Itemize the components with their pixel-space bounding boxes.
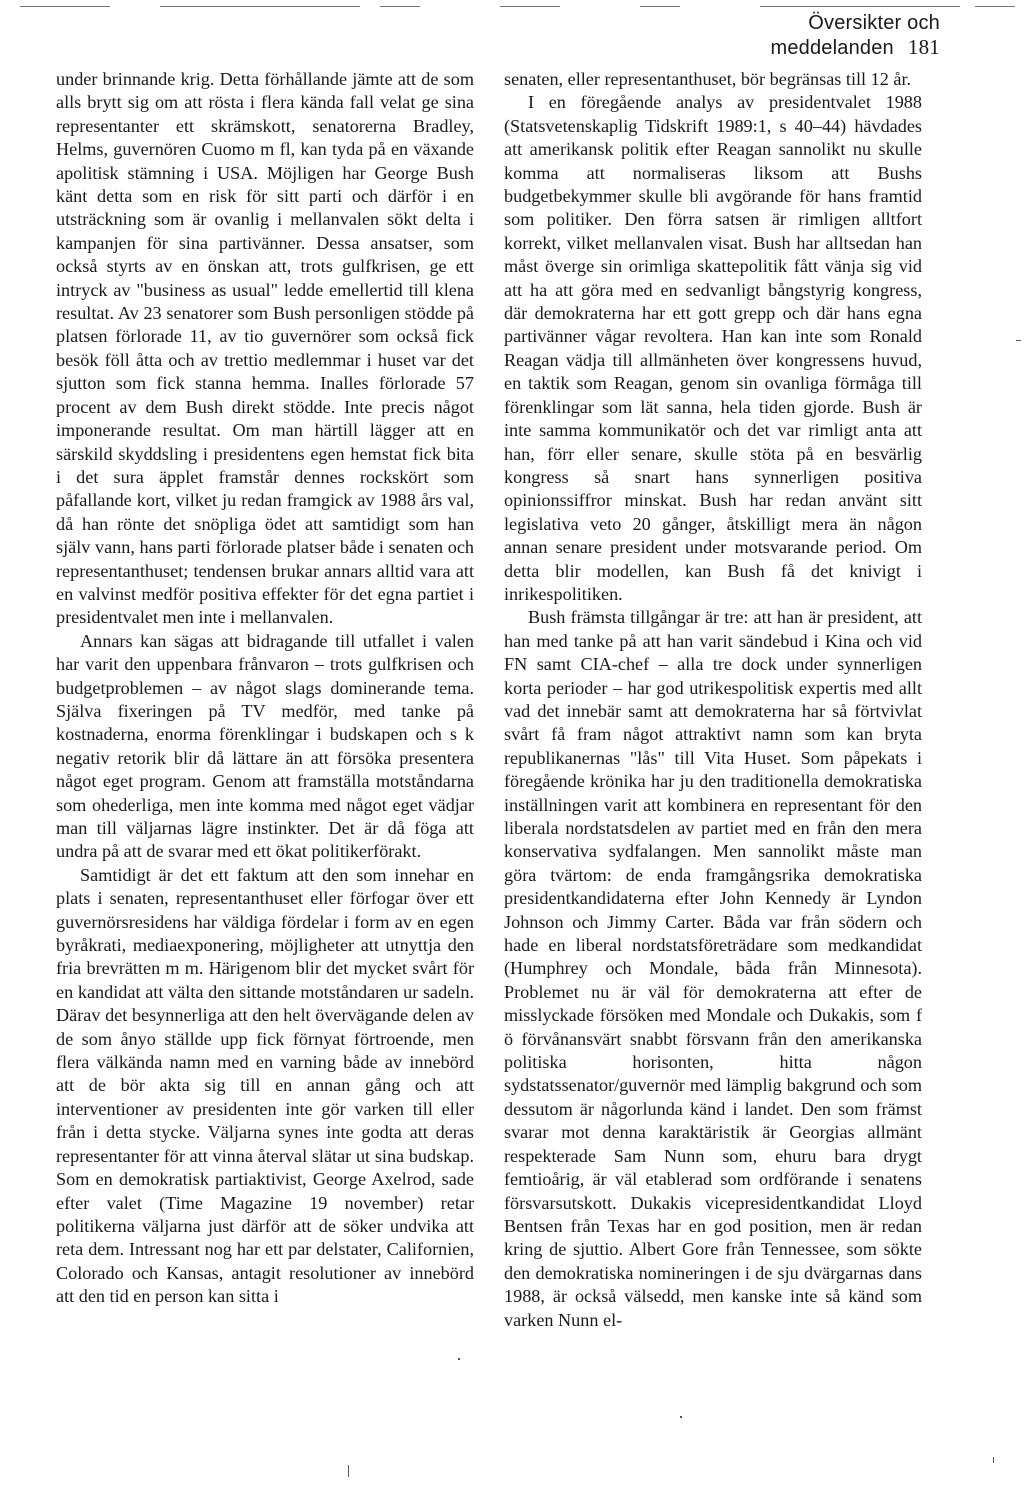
right-column bbox=[504, 68, 922, 1332]
page-header bbox=[640, 12, 940, 60]
top-rule bbox=[160, 6, 360, 7]
scan-speck bbox=[1016, 340, 1021, 341]
scan-speck bbox=[348, 1465, 349, 1477]
paragraph: I en föregående analys av presidentvalet 1988 (Statsvetenskaplig Tidskrift 1989:1, s 40–44) hävdades att amerikansk politik efter Reagan sannolikt nu skulle komma att normaliseras liksom att Bushs budgetbekymmer skulle bli avgörande för hans framtid som politiker. Den förra satsen är rimligen alltfort korrekt, vilket mellanvalen visat. Bush har alltsedan han måst överge sin orimliga skattepolitik fått vänja sig vid att ha att göra med en sedvanligt bångstyrig kongress, där demokraterna har ett gott grepp och där hans egna partivänner vågar revoltera. Han kan inte som Ronald Reagan vädja till allmänheten över kongressens huvud, en taktik som Reagan, genom sin ovanliga förmåga till förenklingar som lät sanna, hela tiden gjorde. Bush är inte samma kommunikatör och det var rimligt anta att han, förr eller senare, skulle stöta på en besvärlig kongress så snart hans synnerligen positiva opinionssiffror minskat. Bush har redan använt sitt legislativa veto 20 gånger, åtskilligt mera än någon annan senare president under motsvarande period. Om detta blir modellen, kan Bush få det knivigt i inrikespolitiken. bbox=[504, 92, 922, 604]
paragraph: under brinnande krig. Detta förhållande jämte att de som alls brytt sig om att rösta i flera kända fall velat ge sina representanter ett skrämskott, senatorerna Bradley, Helms, guvernören Cuomo m fl, kan tyda på en växande apolitisk stämning i USA. Möjligen har George Bush känt detta som en risk för sitt parti och därför i en utsträckning som är ovanlig i mellanvalen sökt delta i kampanjen för sina partivänner. Dessa ansatser, som också styrts av en önskan att, trots gulfkrisen, ge ett intryck av "business as usual" ledde emellertid till klena resultat. Av 23 senatorer som Bush personligen stödde på platsen förlorade 11, av tio guvernörer som också fick besök föll åtta och av trettio medlemmar i huset var det sjutton som fick stanna hemma. Inalles förlorade 57 procent av dem Bush direkt stödde. Inte precis något imponerande resultat. Om man härtill lägger att en särskild skyddsling i presidentens egen hemstat fick bita i det sura äpplet framstår dennes rockskört som påfallande kort, vilket ju redan framgick av 1988 års val, då han rönte det snöpliga ödet att samtidigt som han själv vann, hans parti förlorade platser både i senaten och representanthuset; tendensen brukar annars alltid vara att en valvinst medför positiva effekter för det egna partiet i presidentvalet men inte i mellanvalen. bbox=[56, 69, 474, 628]
paragraph: Annars kan sägas att bidragande till utfallet i valen har varit den uppenbara frånvaron – trots gulfkrisen och budgetproblemen – av något slags dominerande tema. Själva fixeringen på TV medför, med tanke på kostnaderna, enorma förenklingar i budskapen och s k negativ retorik blir då lättare än att försöka presentera något eget program. Genom att framställa motståndarna som ohederliga, men inte komma med något eget vädjar man till väljarnas lägre instinkter. Det är då föga att undra på att de svarar med ett ökat politikerförakt. bbox=[56, 630, 474, 862]
top-rule bbox=[20, 6, 110, 7]
paragraph: Samtidigt är det ett faktum att den som innehar en plats i senaten, representanthuset eller förfogar över ett guvernörsresidens har väldiga fördelar i form av en egen byråkrati, mediaexponering, möjligheter att utnyttja den fria brevrätten m m. Härigenom blir det mycket svårt för en kandidat att välta den sittande motståndaren ur sadeln. Därav det besynnerliga att den helt övervägande delen av de som ånyo ställde upp fick förnyat förtroende, men flera välkända namn med en varning både av innebörd att de bör akta sig till en annan gång och att interventioner av presidenten inte gör varken till eller från i detta stycke. Väljarna synes inte godta att deras representanter för att vinna återval slätar ut sina budskap. Som en demokratisk partiaktivist, George Axelrod, sade efter valet (Time Magazine 19 november) retar politikerna väljarna just därför att de söker undvika att reta dem. Intressant nog har ett par delstater, Californien, Colorado och Kansas, antagit resolutioner av innebörd att den tid en person kan sitta i bbox=[56, 864, 474, 1307]
scan-speck bbox=[458, 1358, 460, 1360]
left-column bbox=[56, 68, 474, 1309]
scan-speck bbox=[680, 1416, 682, 1418]
paragraph: senaten, eller representanthuset, bör begränsas till 12 år. bbox=[504, 69, 912, 89]
top-rule bbox=[975, 6, 1015, 7]
running-title: Översikter och meddelanden bbox=[770, 12, 940, 59]
paragraph: Bush främsta tillgångar är tre: att han är president, att han med tanke på att han varit sändebud i Kina och vid FN samt CIA-chef – alla tre dock under synnerligen korta perioder – har god utrikespolitisk expertis med allt vad det innebär samt att demokraterna har så förtvivlat svårt få fram något attraktivt namn som kan bryta republikanernas "lås" till Vita Huset. Som påpekats i föregående krönika har ju den traditionella demokratiska inställningen varit att kombinera en representant för den liberala nordstatsdelen av partiet med en från den mera konservativa sydfalangen. Men sannolikt måste man göra tvärtom: de enda framgångsrika demokratiska presidentkandidaterna efter John Kennedy är Lyndon Johnson och Jimmy Carter. Båda var från södern och hade en liberal nordstatsföreträdare som medkandidat (Humphrey och Mondale, båda från Minnesota). Problemet nu är väl för demokraterna att efter de misslyckade försöken med Mondale och Dukakis, som f ö förvånansvärt snabbt försvann från den amerikanska politiska horisonten, hitta någon sydstatssenator/guvernör med lämplig bakgrund och som dessutom är någorlunda känd i landet. Den som främst svarar mot denna karaktäristik är Georgias allmänt respekterade Sam Nunn som, ehuru bara drygt femtioårig, är väl etablerad som ordförande i senatens försvarsutskott. Dukakis vicepresidentkandidat Lloyd Bentsen från Texas har en god position, men är redan kring de sjuttio. Albert Gore från Tennessee, som sökte den demokratiska nomineringen i de sju dvärgarnas dans 1988, är också välsedd, men kanske inte så känd som varken Nunn el- bbox=[504, 607, 922, 1330]
top-rule bbox=[380, 6, 420, 7]
top-rule bbox=[640, 6, 680, 7]
page-number: 181 bbox=[907, 35, 940, 59]
scan-speck bbox=[993, 1457, 994, 1463]
top-rule bbox=[500, 6, 560, 7]
top-rule bbox=[760, 6, 960, 7]
